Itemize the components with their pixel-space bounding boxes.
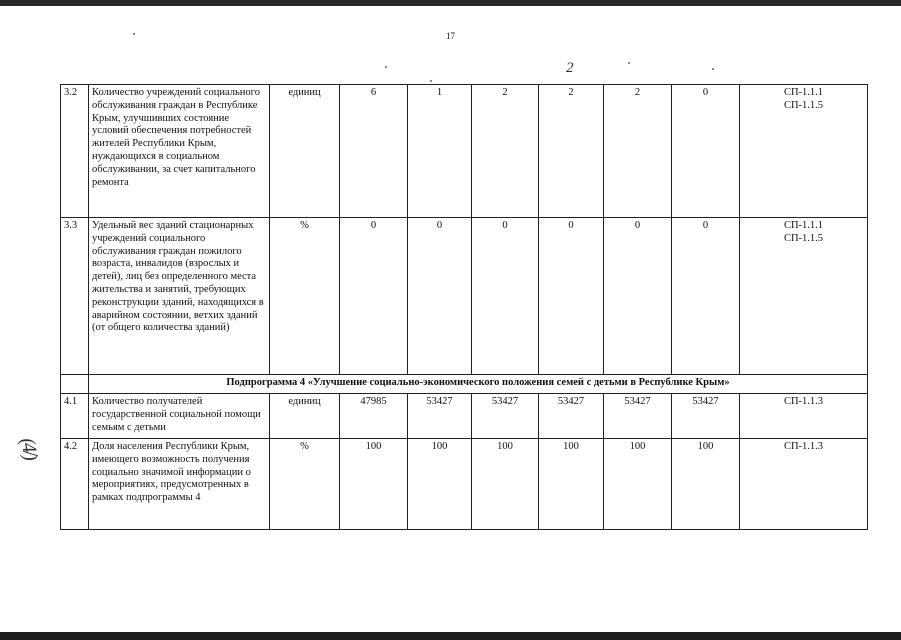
unit-cell: % [270, 439, 340, 530]
margin-signature: (4/) [16, 436, 42, 461]
code-cell [740, 218, 868, 375]
scan-speck [430, 80, 432, 82]
scan-top-edge [0, 0, 901, 6]
indicator-name: Удельный вес зданий стационарных учреждений социального обслуживания граждан пожилого возраста, инвалидов (взрослых и детей), лиц без определенного места жительства и занятий, требующих реконструкции зданий, находящихся в аварийном состоянии, ветхих зданий (от общего количества зданий) [89, 218, 270, 375]
indicators-table [60, 84, 868, 530]
row-index: 4.2 [61, 439, 89, 530]
scan-speck [133, 33, 135, 35]
value-cell: 100 [472, 439, 539, 530]
value-cell: 47985 [340, 394, 408, 439]
handwritten-mark: 2 [566, 60, 574, 76]
indicator-name: Количество учреждений социального обслуживания граждан в Республике Крым, улучшивших состояние условий обеспечения потребностей жителей Республики Крым, нуждающихся в социальном обслуживании, за счет капитального ремонта [89, 85, 270, 218]
value-cell: 100 [539, 439, 604, 530]
value-cell: 53427 [672, 394, 740, 439]
value-cell: 100 [672, 439, 740, 530]
value-cell: 0 [539, 218, 604, 375]
unit-cell: единиц [270, 394, 340, 439]
empty-cell [61, 375, 89, 394]
value-cell: 0 [472, 218, 539, 375]
value-cell: 0 [340, 218, 408, 375]
code-line: СП-1.1.3 [783, 396, 824, 407]
page-number: 17 [446, 31, 455, 41]
unit-cell: единиц [270, 85, 340, 218]
value-cell: 100 [340, 439, 408, 530]
code-line: СП-1.1.5 [783, 99, 824, 111]
table-row [61, 394, 868, 439]
code-cell [740, 394, 868, 439]
value-cell: 2 [604, 85, 672, 218]
value-cell: 0 [408, 218, 472, 375]
value-cell: 2 [539, 85, 604, 218]
value-cell: 100 [604, 439, 672, 530]
unit-cell: % [270, 218, 340, 375]
code-cell [740, 85, 868, 218]
value-cell: 2 [472, 85, 539, 218]
table-row [61, 218, 868, 375]
value-cell: 53427 [408, 394, 472, 439]
table-row [61, 439, 868, 530]
value-cell: 53427 [472, 394, 539, 439]
scan-speck [712, 68, 714, 70]
value-cell: 6 [340, 85, 408, 218]
value-cell: 0 [672, 85, 740, 218]
indicator-name: Доля населения Республики Крым, имеющего возможность получения социально значимой информации о мероприятиях, предусмотренных в рамках подпрограммы 4 [89, 439, 270, 530]
indicator-name: Количество получателей государственной социальной помощи семьям с детьми [89, 394, 270, 439]
value-cell: 0 [604, 218, 672, 375]
scan-speck [385, 66, 387, 68]
subprogram-row [61, 375, 868, 394]
code-line: СП-1.1.1 [783, 220, 824, 231]
code-line: СП-1.1.1 [783, 87, 824, 98]
table-row [61, 85, 868, 218]
code-line: СП-1.1.3 [783, 441, 824, 452]
value-cell: 1 [408, 85, 472, 218]
value-cell: 53427 [604, 394, 672, 439]
subprogram-title: Подпрограмма 4 «Улучшение социально-экономического положения семей с детьми в Республике Крым» [89, 375, 868, 394]
scan-bottom-edge [0, 632, 901, 640]
row-index: 3.2 [61, 85, 89, 218]
row-index: 4.1 [61, 394, 89, 439]
value-cell: 53427 [539, 394, 604, 439]
value-cell: 100 [408, 439, 472, 530]
code-line: СП-1.1.5 [783, 232, 824, 244]
value-cell: 0 [672, 218, 740, 375]
code-cell [740, 439, 868, 530]
scan-speck [628, 62, 630, 64]
row-index: 3.3 [61, 218, 89, 375]
